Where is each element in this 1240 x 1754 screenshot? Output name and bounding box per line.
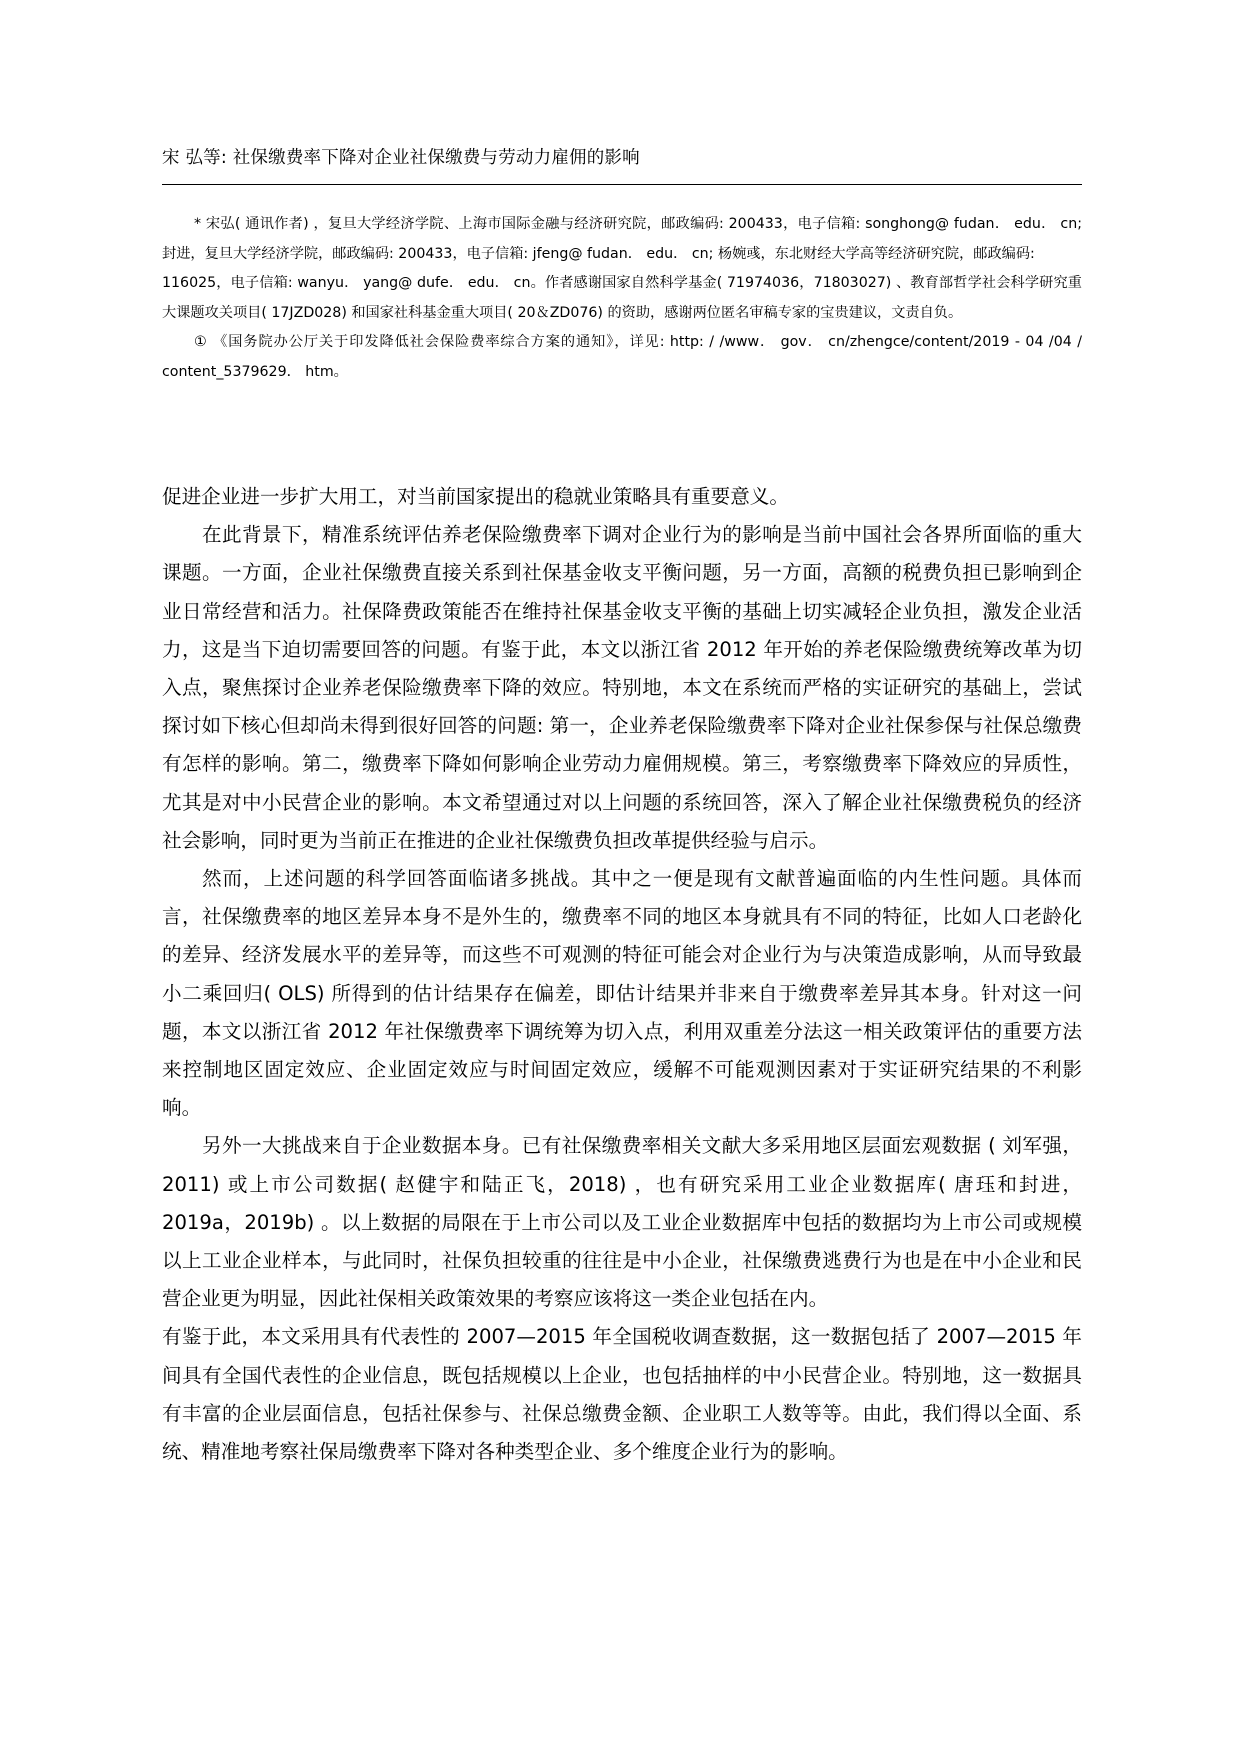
footnotes [162,210,1082,387]
paragraph: 在此背景下，精准系统评估养老保险缴费率下调对企业行为的影响是当前中国社会各界所面临的重大课题。一方面，企业社保缴费直接关系到社保基金收支平衡问题，另一方面，高额的税费负担已影响到企业日常经营和活力。社保降费政策能否在维持社保基金收支平衡的基础上切实减轻企业负担，激发企业活力，这是当下迫切需要回答的问题。有鉴于此，本文以浙江省 2012 年开始的养老保险缴费统筹改革为切入点，聚焦探讨企业养老保险缴费率下降的效应。特别地，本文在系统而严格的实证研究的基础上，尝试探讨如下核心但却尚未得到很好回答的问题: 第一，企业养老保险缴费率下降对企业社保参保与社保总缴费有怎样的影响。第二，缴费率下降如何影响企业劳动力雇佣规模。第三，考察缴费率下降效应的异质性，尤其是对中小民营企业的影响。本文希望通过对以上问题的系统回答，深入了解企业社保缴费税负的经济社会影响，同时更为当前正在推进的企业社保缴费负担改革提供经验与启示。 [162,523,1082,852]
paragraph: 有鉴于此，本文采用具有代表性的 2007—2015 年全国税收调查数据，这一数据包括了 2007—2015 年间具有全国代表性的企业信息，既包括规模以上企业，也包括抽样的中小民营企业。特别地，这一数据具有丰富的企业层面信息，包括社保参与、社保总缴费金额、企业职工人数等等。由此，我们得以全面、系统、精准地考察社保局缴费率下降对各种类型企业、多个维度企业行为的影响。 [162,1325,1082,1464]
paragraph: 促进企业进一步扩大用工，对当前国家提出的稳就业策略具有重要意义。 [162,485,789,508]
author-footnote-continued: 116025，电子信箱: wanyu． yang@ dufe． edu． cn。作者感谢国家自然科学基金( 71974036，71803027) 、教育部哲学社会科学研究重大课题攻关项目( 17JZD028) 和国家社科基金重大项目( 20＆ZD076) 的资助，感谢两位匿名审稿专家的宝贵建议，文责自负。 [162,275,1082,321]
body-text [162,478,1082,1471]
paragraph: 另外一大挑战来自于企业数据本身。已有社保缴费率相关文献大多采用地区层面宏观数据 ( 刘军强，2011) 或上市公司数据( 赵健宇和陆正飞，2018) ，也有研究采用工业企业数据库( 唐珏和封进，2019a，2019b) 。以上数据的局限在于上市公司以及工业企业数据库中包括的数据均为上市公司或规模以上工业企业样本，与此同时，社保负担较重的往往是中小企业，社保缴费逃费行为也是在中小企业和民营企业更为明显，因此社保相关政策效果的考察应该将这一类企业包括在内。 [162,1134,1082,1311]
paragraph: 然而，上述问题的科学回答面临诸多挑战。其中之一便是现有文献普遍面临的内生性问题。具体而言，社保缴费率的地区差异本身不是外生的，缴费率不同的地区本身就具有不同的特征，比如人口老龄化的差异、经济发展水平的差异等，而这些不可观测的特征可能会对企业行为与决策造成影响，从而导致最小二乘回归( OLS) 所得到的估计结果存在偏差，即估计结果并非来自于缴费率差异其本身。针对这一问题，本文以浙江省 2012 年社保缴费率下调统筹为切入点，利用双重差分法这一相关政策评估的重要方法来控制地区固定效应、企业固定效应与时间固定效应，缓解不可能观测因素对于实证研究结果的不利影响。 [162,867,1082,1120]
author-footnote: * 宋弘( 通讯作者) ，复旦大学经济学院、上海市国际金融与经济研究院，邮政编码: 200433，电子信箱: songhong@ fudan． edu． cn; 封进，复旦大学经济学院，邮政编码: 200433，电子信箱: jfeng@ fudan． edu． cn; 杨婉彧，东北财经大学高等经济研究院，邮政编码: [162,216,1082,262]
policy-footnote: ① 《国务院办公厅关于印发降低社会保险费率综合方案的通知》，详见: http: / /www． gov． cn/zhengce/content/2019 - 04 /04 / content_5379629． htm。 [162,334,1082,380]
header-divider [162,184,1082,185]
running-header: 宋 弘等: 社保缴费率下降对企业社保缴费与劳动力雇佣的影响 [162,148,640,168]
